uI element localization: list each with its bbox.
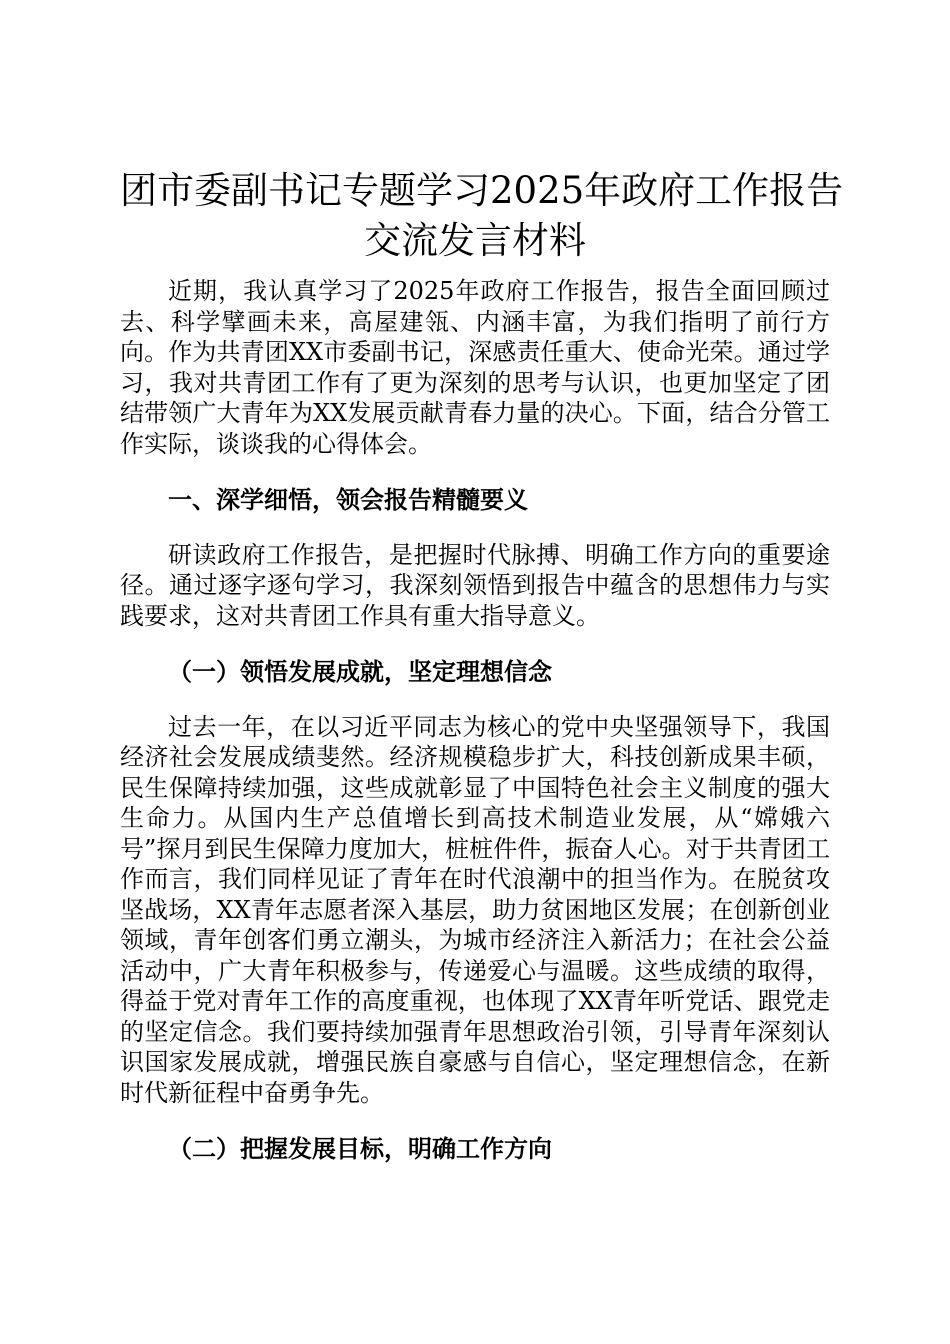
document-body bbox=[120, 276, 830, 1165]
document-title bbox=[120, 166, 844, 266]
section-1-paragraph: 研读政府工作报告，是把握时代脉搏、明确工作方向的重要途径。通过逐字逐句学习，我深刻领悟到报告中蕴含的思想伟力与实践要求，这对共青团工作具有重大指导意义。 bbox=[120, 540, 830, 630]
section-heading-1: 一、深学细悟，领会报告精髓要义 bbox=[168, 486, 528, 514]
title-line-1: 团市委副书记专题学习2025年政府工作报告 bbox=[120, 169, 844, 212]
subsection-heading-1: （一）领悟发展成就，坚定理想信念 bbox=[168, 658, 552, 686]
subsection-heading-2: （二）把握发展目标，明确工作方向 bbox=[168, 1135, 552, 1163]
title-line-2: 交流发言材料 bbox=[364, 219, 586, 262]
subsection-1-paragraph: 过去一年，在以习近平同志为核心的党中央坚强领导下，我国经济社会发展成绩斐然。经济规模稳步扩大，科技创新成果丰硕，民生保障持续加强，这些成就彰显了中国特色社会主义制度的强大生命力。从国内生产总值增长到高技术制造业发展，从“嫦娥六号”探月到民生保障力度加大，桩桩件件，振奋人心。对于共青团工作而言，我们同样见证了青年在时代浪潮中的担当作为。在脱贫攻坚战场，XX青年志愿者深入基层，助力贫困地区发展；在创新创业领域，青年创客们勇立潮头，为城市经济注入新活力；在社会公益活动中，广大青年积极参与，传递爱心与温暖。这些成绩的取得，得益于党对青年工作的高度重视，也体现了XX青年听党话、跟党走的坚定信念。我们要持续加强青年思想政治引领，引导青年深刻认识国家发展成就，增强民族自豪感与自信心，坚定理想信念，在新时代新征程中奋勇争先。 bbox=[120, 712, 830, 1107]
intro-paragraph: 近期，我认真学习了2025年政府工作报告，报告全面回顾过去、科学擘画未来，高屋建瓴、内涵丰富，为我们指明了前行方向。作为共青团XX市委副书记，深感责任重大、使命光荣。通过学习，我对共青团工作有了更为深刻的思考与认识，也更加坚定了团结带领广大青年为XX发展贡献青春力量的决心。下面，结合分管工作实际，谈谈我的心得体会。 bbox=[120, 277, 830, 458]
